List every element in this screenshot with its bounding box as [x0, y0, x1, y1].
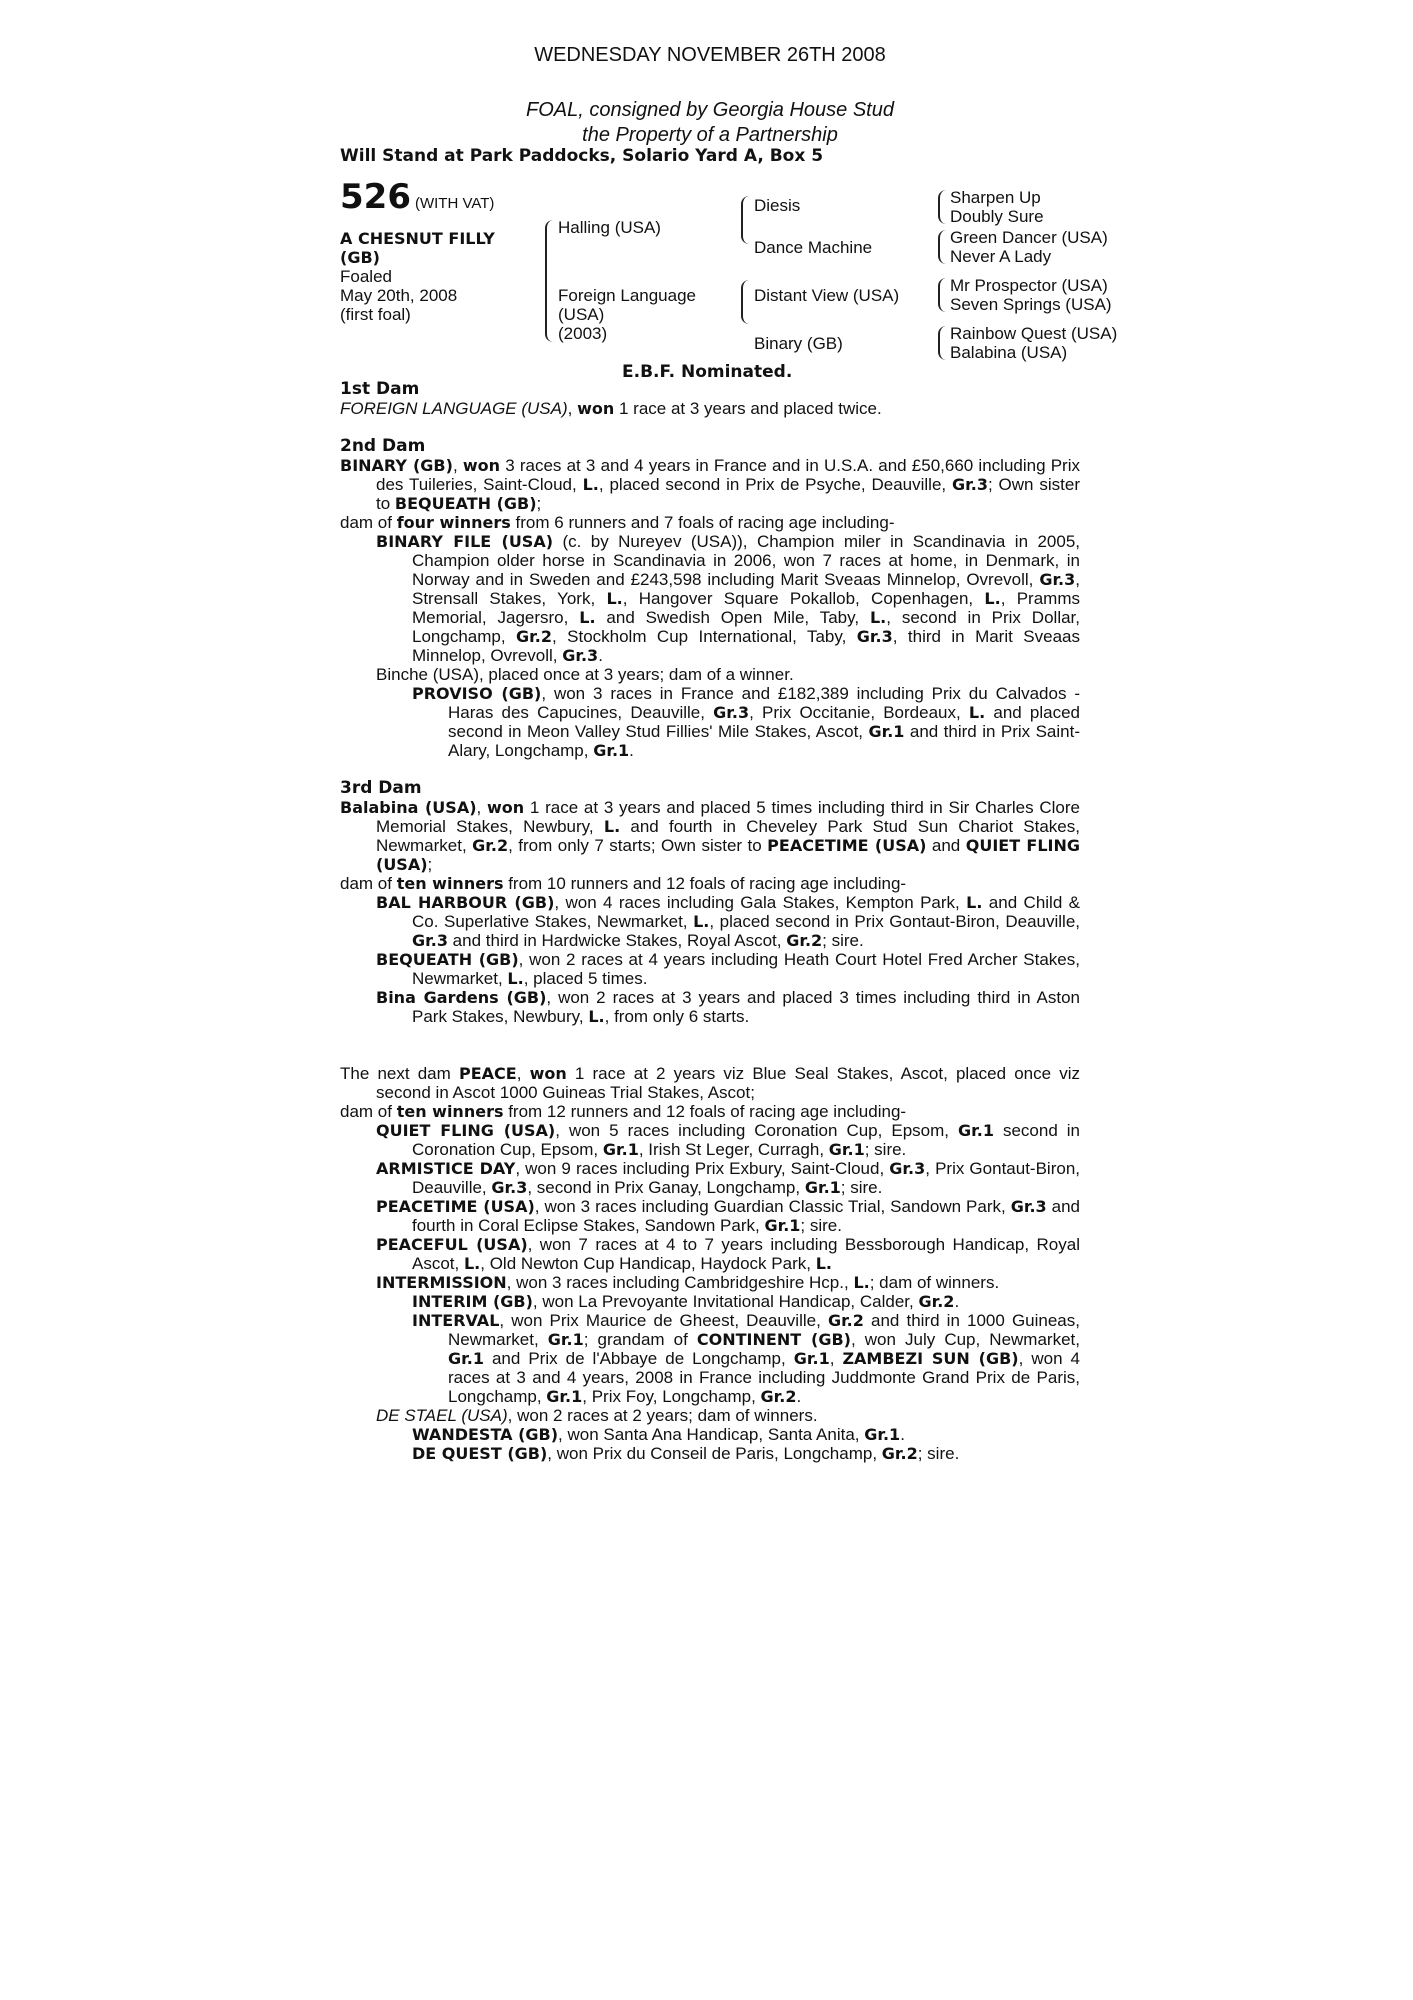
dam-sire-sire: Mr Prospector (USA) [950, 276, 1108, 295]
armistice-day-entry: ARMISTICE DAY, won 9 races including Prix Exbury, Saint-Cloud, Gr.3, Prix Gontaut-Biron, Deauville, Gr.3, second in Prix Ganay, Longchamp, Gr.1; sire. [376, 1159, 1080, 1197]
first-dam-entry: FOREIGN LANGUAGE (USA), won 1 race at 3 years and placed twice. [340, 399, 882, 418]
wandesta-entry: WANDESTA (GB), won Santa Ana Handicap, Santa Anita, Gr.1. [412, 1425, 905, 1444]
consignor-line-2: the Property of a Partnership [582, 124, 838, 146]
de-stael-entry: DE STAEL (USA), won 2 races at 2 years; dam of winners. [376, 1406, 818, 1425]
third-dam-produce-line: dam of ten winners from 10 runners and 12 foals of racing age including- [340, 874, 907, 893]
first-dam-heading: 1st Dam [340, 379, 420, 399]
second-dam-heading: 2nd Dam [340, 436, 426, 456]
horse-description [340, 229, 530, 324]
brace-dam-parents [741, 280, 750, 324]
bequeath-entry: BEQUEATH (GB), won 2 races at 4 years including Heath Court Hotel Fred Archer Stakes, Newmarket, L., placed 5 times. [376, 950, 1080, 988]
ebf-nominated: E.B.F. Nominated. [622, 362, 793, 382]
quiet-fling-entry: QUIET FLING (USA), won 5 races including Coronation Cup, Epsom, Gr.1 second in Coronation Cup, Epsom, Gr.1, Irish St Leger, Curragh, Gr.1; sire. [376, 1121, 1081, 1159]
binary-entry: BINARY (GB), won 3 races at 3 and 4 years in France and in U.S.A. and £50,660 including Prix des Tuileries, Saint-Cloud, L., placed second in Prix de Psyche, Deauville, Gr.3; Own sister to BEQUEATH (GB); [340, 456, 1080, 513]
intermission-entry: INTERMISSION, won 3 races including Cambridgeshire Hcp., L.; dam of winners. [376, 1273, 1000, 1292]
brace-sire-dam [545, 220, 555, 342]
consignor-line-1: FOAL, consigned by Georgia House Stud [526, 99, 894, 121]
dam-dam: Binary (GB) [754, 334, 843, 353]
bina-gardens-entry: Bina Gardens (GB), won 2 races at 3 years and placed 3 times including third in Aston Park Stakes, Newbury, L., from only 6 starts. [376, 988, 1081, 1026]
binche-entry: Binche (USA), placed once at 3 years; dam of a winner. [376, 665, 794, 684]
brace-gen3-2 [938, 230, 946, 264]
peaceful-entry: PEACEFUL (USA), won 7 races at 4 to 7 years including Bessborough Handicap, Royal Ascot, L., Old Newton Cup Handicap, Haydock Park, L. [376, 1235, 1080, 1273]
de-quest-entry: DE QUEST (GB), won Prix du Conseil de Paris, Longchamp, Gr.2; sire. [412, 1444, 960, 1463]
sire-dam-dam: Never A Lady [950, 247, 1052, 266]
next-dam-produce-line: dam of ten winners from 12 runners and 12 foals of racing age including- [340, 1102, 907, 1121]
sire-sire: Diesis [754, 196, 801, 215]
peacetime-entry: PEACETIME (USA), won 3 races including Guardian Classic Trial, Sandown Park, Gr.3 and fourth in Coral Eclipse Stakes, Sandown Park, Gr.1; sire. [376, 1197, 1080, 1235]
interval-entry: INTERVAL, won Prix Maurice de Gheest, Deauville, Gr.2 and third in 1000 Guineas, Newmarket, Gr.1; grandam of CONTINENT (GB), won July Cup, Newmarket, Gr.1 and Prix de l'Abbaye de Longchamp, Gr.1, ZAMBEZI SUN (GB), won 4 races at 3 and 4 years, 2008 in France including Juddmonte Grand Prix de Paris, Longchamp, Gr.1, Prix Foy, Longchamp, Gr.2. [412, 1311, 1080, 1406]
sire-dam-sire: Green Dancer (USA) [950, 228, 1108, 247]
interim-entry: INTERIM (GB), won La Prevoyante Invitational Handicap, Calder, Gr.2. [412, 1292, 960, 1311]
pedigree-block [340, 177, 1140, 368]
lot-header [340, 177, 495, 217]
proviso-entry: PROVISO (GB), won 3 races in France and £182,389 including Prix du Calvados - Haras des Capucines, Deauville, Gr.3, Prix Occitanie, Bordeaux, L. and placed second in Meon Valley Stud Fillies' Mile Stakes, Ascot, Gr.1 and third in Prix Saint-Alary, Longchamp, Gr.1. [412, 684, 1081, 760]
brace-gen3-3 [938, 278, 946, 312]
horse-name-line-2: (GB) [340, 248, 380, 267]
foaled-date: May 20th, 2008 [340, 286, 458, 305]
dam-dam-dam: Balabina (USA) [950, 343, 1068, 362]
brace-sire-parents [741, 196, 750, 244]
first-foal-note: (first foal) [340, 305, 411, 324]
vat-note: (WITH VAT) [414, 195, 495, 212]
balabina-entry: Balabina (USA), won 1 race at 3 years and placed 5 times including third in Sir Charles Clore Memorial Stakes, Newbury, L. and fourth in Cheveley Park Stud Sun Chariot Stakes, Newmarket, Gr.2, from only 7 starts; Own sister to PEACETIME (USA) and QUIET FLING (USA); [340, 798, 1081, 874]
brace-gen3-1 [938, 190, 946, 224]
brace-gen3-4 [938, 326, 946, 360]
sire-sire-dam: Doubly Sure [950, 207, 1044, 226]
binary-file-entry: BINARY FILE (USA) (c. by Nureyev (USA)), Champion miler in Scandinavia in 2005, Champion older horse in Scandinavia in 2006, won 7 races at home, in Denmark, in Norway and in Sweden and £243,598 including Marit Sveaas Minnelop, Ovrevoll, Gr.3, Strensall Stakes, York, L., Hangover Square Pokallob, Copenhagen, L., Pramms Memorial, Jagersro, L. and Swedish Open Mile, Taby, L., second in Prix Dollar, Longchamp, Gr.2, Stockholm Cup International, Taby, Gr.3, third in Marit Sveaas Minnelop, Ovrevoll, Gr.3. [376, 532, 1080, 665]
sale-date: WEDNESDAY NOVEMBER 26TH 2008 [534, 44, 886, 66]
third-dam-heading: 3rd Dam [340, 778, 422, 798]
lot-number: 526 [340, 177, 411, 217]
sire: Halling (USA) [558, 218, 661, 237]
horse-name-line-1: A CHESNUT FILLY [340, 229, 495, 248]
bal-harbour-entry: BAL HARBOUR (GB), won 4 races including Gala Stakes, Kempton Park, L. and Child & Co. Superlative Stakes, Newmarket, L., placed second in Prix Gontaut-Biron, Deauville, Gr.3 and third in Hardwicke Stakes, Royal Ascot, Gr.2; sire. [376, 893, 1080, 950]
dam-dam-sire: Rainbow Quest (USA) [950, 324, 1118, 343]
second-dam-produce-line: dam of four winners from 6 runners and 7 foals of racing age including- [340, 513, 895, 532]
next-dam-peace-entry: The next dam PEACE, won 1 race at 2 years viz Blue Seal Stakes, Ascot, placed once viz second in Ascot 1000 Guineas Trial Stakes, Ascot; [340, 1064, 1081, 1102]
foaled-label: Foaled [340, 267, 392, 286]
stand-location: Will Stand at Park Paddocks, Solario Yard A, Box 5 [340, 146, 824, 166]
dam-sire-dam: Seven Springs (USA) [950, 295, 1112, 314]
sire-sire-sire: Sharpen Up [950, 188, 1041, 207]
dam-sire: Distant View (USA) [754, 286, 900, 305]
sire-dam: Dance Machine [754, 238, 873, 257]
catalogue-body [340, 380, 1080, 1463]
dam: Foreign Language (USA) (2003) [558, 286, 697, 343]
consignor [340, 98, 1080, 148]
